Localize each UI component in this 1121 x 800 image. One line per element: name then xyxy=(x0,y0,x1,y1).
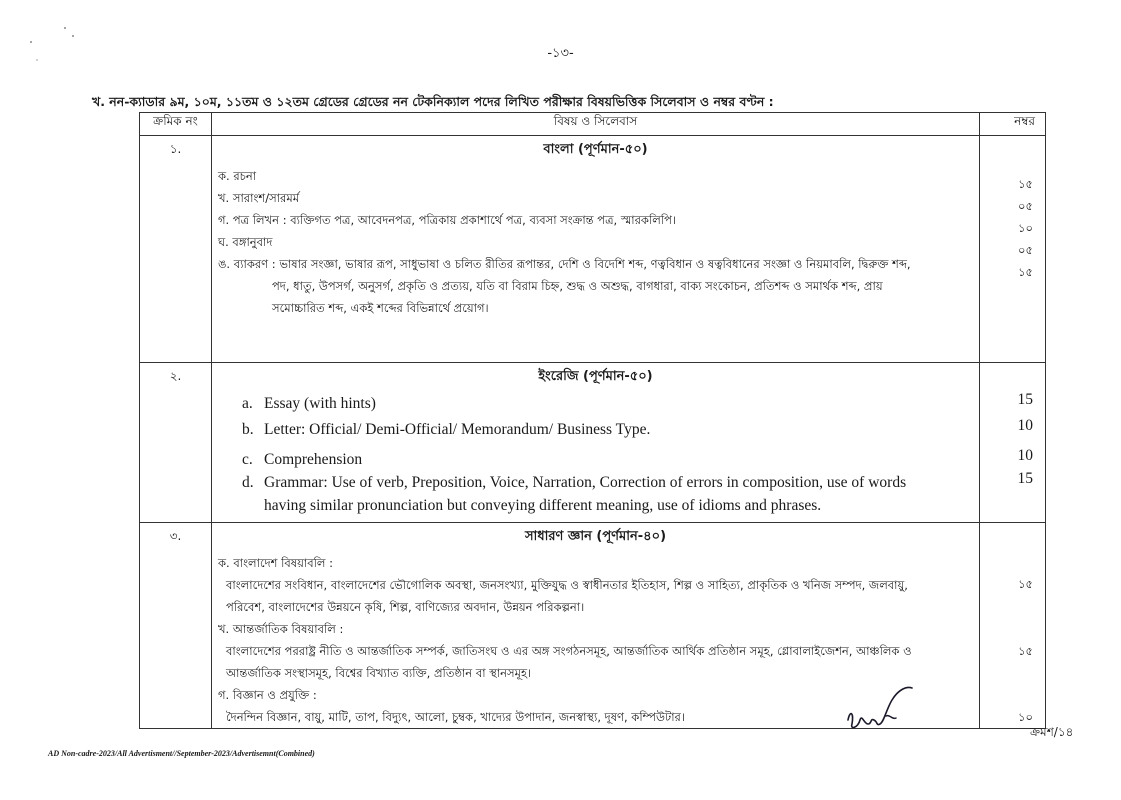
marks-cell xyxy=(980,523,1046,729)
syllabus-line: আন্তর্জাতিক সংস্থাসমূহ, বিশ্বের বিখ্যাত ব্যক্তি, প্রতিষ্ঠান বা স্থানসমূহ। xyxy=(226,666,532,680)
page-number: -১৩- xyxy=(547,46,574,61)
item-text: Comprehension xyxy=(264,451,363,468)
table-header-row xyxy=(140,113,1046,136)
item-text-continued: having similar pronunciation but conveying different meaning, use of idioms and phrases. xyxy=(264,497,822,514)
syllabus-item xyxy=(212,418,979,441)
marks-value: ০৫ xyxy=(1018,199,1033,213)
syllabus-line: খ. সারাংশ/সারমর্ম xyxy=(218,191,300,205)
item-label: b. xyxy=(242,421,254,438)
serial-number: ১. xyxy=(140,136,212,363)
syllabus-line: সমোচ্চারিত শব্দ, একই শব্দের বিভিন্নার্থে প্রয়োগ। xyxy=(272,301,489,315)
item-text: Letter: Official/ Demi-Official/ Memorandum/ Business Type. xyxy=(264,421,651,438)
marks-value: 10 xyxy=(1017,447,1033,464)
syllabus-line: পরিবেশ, বাংলাদেশের উন্নয়নে কৃষি, শিল্প, বাণিজ্যের অবদান, উন্নয়ন পরিকল্পনা। xyxy=(226,600,585,614)
item-text: Essay (with hints) xyxy=(264,395,376,412)
syllabus-line: খ. আন্তর্জাতিক বিষয়াবলি : xyxy=(218,622,344,636)
marks-value: 15 xyxy=(1017,391,1033,408)
marks-value: 15 xyxy=(1017,470,1033,487)
header-serial: ক্রমিক নং xyxy=(140,113,212,136)
syllabus-cell xyxy=(212,363,980,523)
marks-cell xyxy=(980,136,1046,363)
marks-value: ১০ xyxy=(1018,221,1033,235)
syllabus-line: ঘ. বঙ্গানুবাদ xyxy=(218,235,273,249)
marks-value: 10 xyxy=(1017,417,1033,434)
syllabus-line: ক. রচনা xyxy=(218,169,257,183)
item-label: a. xyxy=(242,395,253,412)
header-subject: বিষয় ও সিলেবাস xyxy=(212,113,980,136)
syllabus-line: পদ, ধাতু, উপসর্গ, অনুসর্গ, প্রকৃতি ও প্রত্যয়, যতি বা বিরাম চিহ্ন, শুদ্ধ ও অশুদ্ধ, বাগধারা, বাক্য সংকোচন, প্রতিশব্দ ও সমার্থক শব্দ, প্রায় xyxy=(272,279,883,293)
section-title: বাংলা (পূর্ণমান-৫০) xyxy=(543,142,648,157)
syllabus-line: গ. বিজ্ঞান ও প্রযুক্তি : xyxy=(218,688,317,702)
syllabus-table xyxy=(139,112,1046,729)
syllabus-item xyxy=(212,448,979,471)
header-marks: নম্বর xyxy=(980,113,1046,136)
item-label: c. xyxy=(242,451,253,468)
syllabus-cell xyxy=(212,136,980,363)
serial-number: ২. xyxy=(140,363,212,523)
syllabus-line: ঙ. ব্যাকরণ : ভাষার সংজ্ঞা, ভাষার রূপ, সাধুভাষা ও চলিত রীতির রূপান্তর, দেশি ও বিদেশি শব্দ, ণত্ববিধান ও ষত্ববিধানের সংজ্ঞা ও নিয়মাবলি, দ্বিরুক্ত শব্দ, xyxy=(218,257,911,271)
marks-value: ১৫ xyxy=(1018,265,1033,279)
marks-value: ০৫ xyxy=(1018,243,1033,257)
syllabus-item xyxy=(212,471,979,494)
syllabus-line: দৈনন্দিন বিজ্ঞান, বায়ু, মাটি, তাপ, বিদ্যুৎ, আলো, চুম্বক, খাদ্যের উপাদান, জনস্বাস্থ্য, দূষণ, কম্পিউটার। xyxy=(226,710,685,724)
serial-number: ৩. xyxy=(140,523,212,729)
syllabus-line: ক. বাংলাদেশ বিষয়াবলি : xyxy=(218,556,333,570)
marks-cell xyxy=(980,363,1046,523)
marks-value: ১৫ xyxy=(1018,177,1033,191)
section-title: সাধারণ জ্ঞান (পূর্ণমান-৪০) xyxy=(524,529,667,544)
section-title: ইংরেজি (পূর্ণমান-৫০) xyxy=(538,369,653,384)
section-heading: খ. নন-ক্যাডার ৯ম, ১০ম, ১১তম ও ১২তম গ্রেডের গ্রেডের নন টেকনিক্যাল পদের লিখিত পরীক্ষার বিষয়ভিত্তিক সিলেবাস ও নম্বর বণ্টন : xyxy=(92,94,774,109)
marks-value: ১৫ xyxy=(1018,644,1033,658)
item-text: Grammar: Use of verb, Preposition, Voice, Narration, Correction of errors in composition, use of words xyxy=(264,474,907,491)
syllabus-line: বাংলাদেশের সংবিধান, বাংলাদেশের ভৌগোলিক অবস্থা, জনসংখ্যা, মুক্তিযুদ্ধ ও স্বাধীনতার ইতিহাস, শিল্প ও সাহিত্য, প্রাকৃতিক ও খনিজ সম্পদ, জলবায়ু, xyxy=(226,578,908,592)
table-row-bangla xyxy=(140,136,1046,363)
table-row-english xyxy=(140,363,1046,523)
syllabus-line: গ. পত্র লিখন : ব্যক্তিগত পত্র, আবেদনপত্র, পত্রিকায় প্রকাশার্থে পত্র, ব্যবসা সংক্রান্ত পত্র, স্মারকলিপি। xyxy=(218,213,677,227)
syllabus-line: বাংলাদেশের পররাষ্ট্র নীতি ও আন্তর্জাতিক সম্পর্ক, জাতিসংঘ ও এর অঙ্গ সংগঠনসমূহ, আন্তর্জাতিক আর্থিক প্রতিষ্ঠান সমূহ, গ্লোবালাইজেশন, আঞ্চলিক ও xyxy=(226,644,912,658)
syllabus-item xyxy=(212,392,979,415)
marks-value: ১০ xyxy=(1018,710,1033,724)
item-label: d. xyxy=(242,474,254,491)
continued-marker: ক্রমশ/১৪ xyxy=(1030,725,1074,739)
handwritten-signature xyxy=(840,680,920,740)
marks-value: ১৫ xyxy=(1018,577,1033,591)
footer-file-path: AD Non-cadre-2023/All Advertisment//September-2023/Advertisemnt(Combined) xyxy=(48,749,315,758)
